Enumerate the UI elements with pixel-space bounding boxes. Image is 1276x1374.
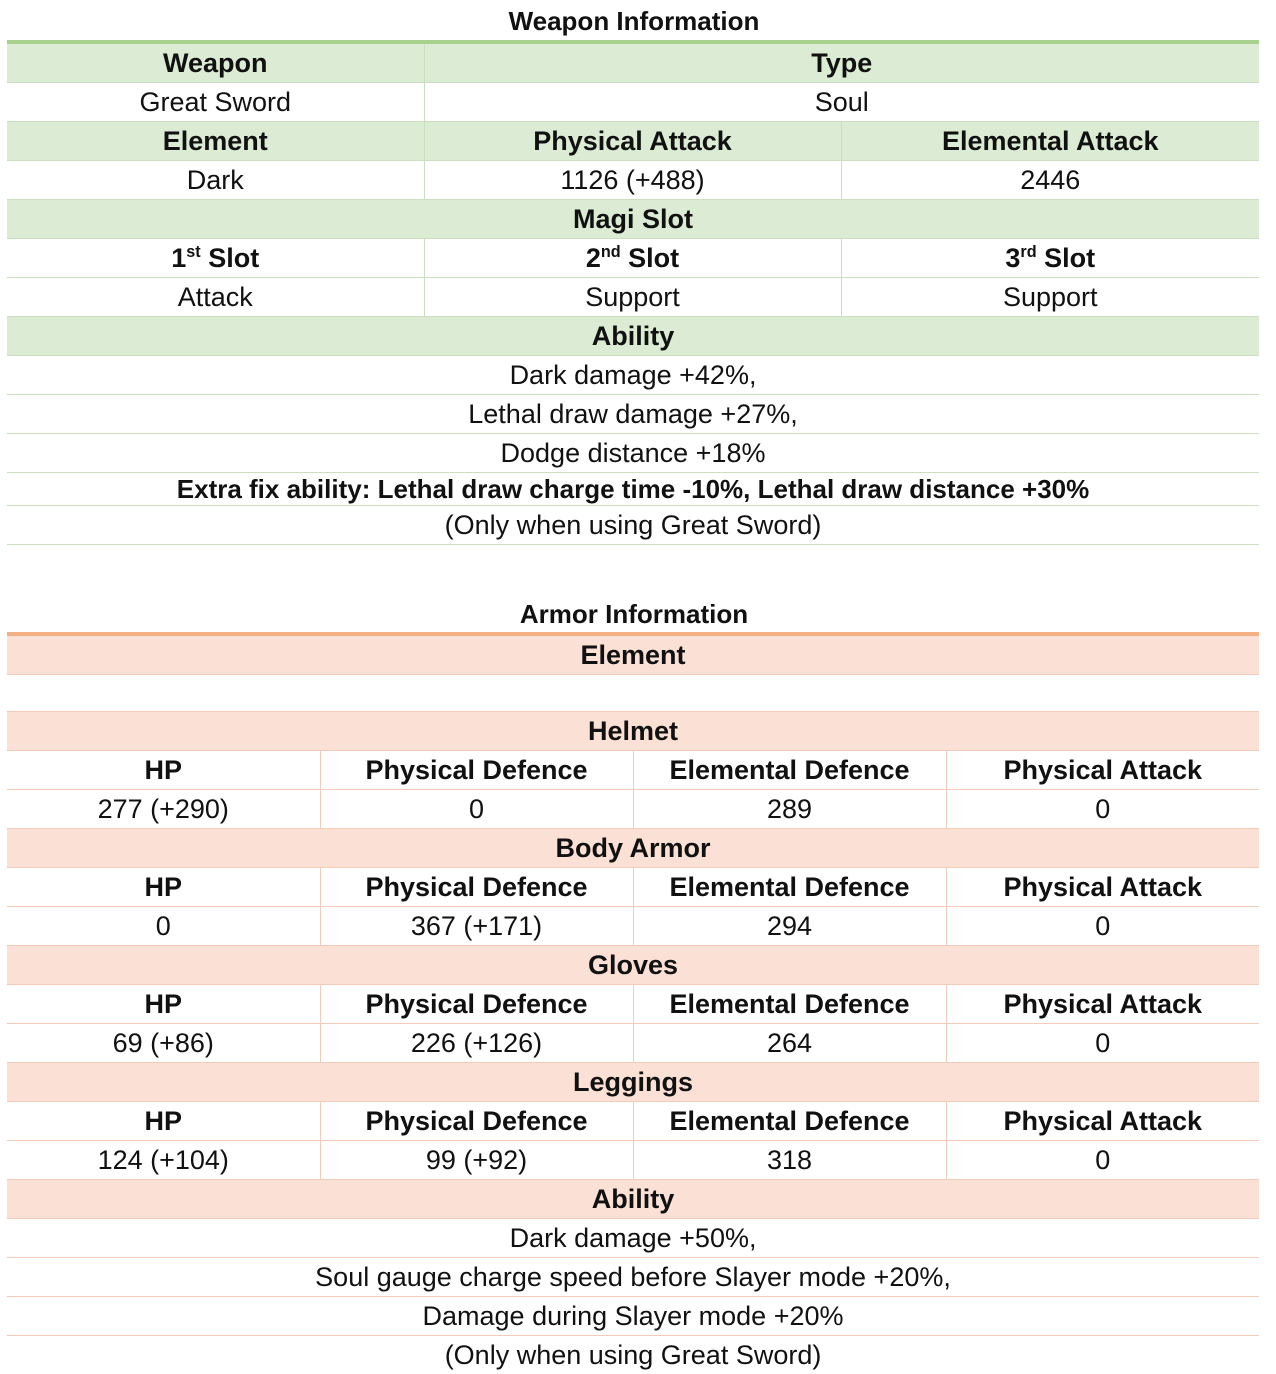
gloves-edef-label: Elemental Defence [633,985,946,1024]
helmet-pdef-label: Physical Defence [320,751,633,790]
physical-attack-header: Physical Attack [424,122,841,161]
helmet-header: Helmet [7,712,1259,751]
body-edef: 294 [633,907,946,946]
physical-attack-value: 1126 (+488) [424,161,841,200]
type-value: Soul [424,83,1259,122]
slot-1-value: Attack [7,278,424,317]
weapon-info-title: Weapon Information [0,2,1268,40]
leggings-patk-label: Physical Attack [946,1102,1259,1141]
slot-2-header [424,239,841,278]
armor-info-title: Armor Information [0,595,1268,633]
body-armor-header: Body Armor [7,829,1259,868]
leggings-header: Leggings [7,1063,1259,1102]
body-pdef-label: Physical Defence [320,868,633,907]
gloves-hp-label: HP [7,985,320,1024]
leggings-patk: 0 [946,1141,1259,1180]
leggings-edef-label: Elemental Defence [633,1102,946,1141]
gloves-patk-label: Physical Attack [946,985,1259,1024]
slot-2-word: Slot [628,243,679,273]
body-edef-label: Elemental Defence [633,868,946,907]
slot-1-word: Slot [208,243,259,273]
slot-1-suffix: st [186,243,200,261]
armor-element-header: Element [7,634,1259,675]
helmet-hp-label: HP [7,751,320,790]
slot-1-header [7,239,424,278]
helmet-pdef: 0 [320,790,633,829]
slot-3-word: Slot [1044,243,1095,273]
slot-1-num: 1 [171,243,186,273]
slot-3-header [841,239,1259,278]
weapon-ability-1: Dark damage +42%, [7,356,1259,395]
gloves-pdef-label: Physical Defence [320,985,633,1024]
slot-3-value: Support [841,278,1259,317]
element-header: Element [7,122,424,161]
gloves-edef: 264 [633,1024,946,1063]
armor-table [7,632,1259,1374]
elemental-attack-value: 2446 [841,161,1259,200]
slot-2-num: 2 [586,243,601,273]
slot-2-value: Support [424,278,841,317]
weapon-table [7,40,1259,545]
helmet-patk: 0 [946,790,1259,829]
slot-3-num: 3 [1005,243,1020,273]
armor-ability-2: Soul gauge charge speed before Slayer mode +20%, [7,1258,1259,1297]
armor-ability-3: Damage during Slayer mode +20% [7,1297,1259,1336]
body-patk: 0 [946,907,1259,946]
helmet-edef: 289 [633,790,946,829]
type-header: Type [424,42,1259,83]
helmet-patk-label: Physical Attack [946,751,1259,790]
gloves-hp: 69 (+86) [7,1024,320,1063]
weapon-extra-ability: Extra fix ability: Lethal draw charge time -10%, Lethal draw distance +30% [7,473,1259,506]
gloves-pdef: 226 (+126) [320,1024,633,1063]
slot-3-suffix: rd [1020,243,1036,261]
helmet-hp: 277 (+290) [7,790,320,829]
armor-element-value [7,675,1259,712]
helmet-edef-label: Elemental Defence [633,751,946,790]
weapon-ability-2: Lethal draw damage +27%, [7,395,1259,434]
slot-2-suffix: nd [601,243,621,261]
armor-ability-header: Ability [7,1180,1259,1219]
elemental-attack-header: Elemental Attack [841,122,1259,161]
weapon-ability-header: Ability [7,317,1259,356]
leggings-edef: 318 [633,1141,946,1180]
leggings-hp: 124 (+104) [7,1141,320,1180]
element-value: Dark [7,161,424,200]
body-hp: 0 [7,907,320,946]
body-hp-label: HP [7,868,320,907]
leggings-hp-label: HP [7,1102,320,1141]
weapon-ability-3: Dodge distance +18% [7,434,1259,473]
armor-ability-1: Dark damage +50%, [7,1219,1259,1258]
weapon-value: Great Sword [7,83,424,122]
weapon-header: Weapon [7,42,424,83]
body-patk-label: Physical Attack [946,868,1259,907]
leggings-pdef: 99 (+92) [320,1141,633,1180]
weapon-note: (Only when using Great Sword) [7,506,1259,545]
body-pdef: 367 (+171) [320,907,633,946]
gloves-header: Gloves [7,946,1259,985]
gloves-patk: 0 [946,1024,1259,1063]
magi-slot-header: Magi Slot [7,200,1259,239]
armor-note: (Only when using Great Sword) [7,1336,1259,1374]
leggings-pdef-label: Physical Defence [320,1102,633,1141]
